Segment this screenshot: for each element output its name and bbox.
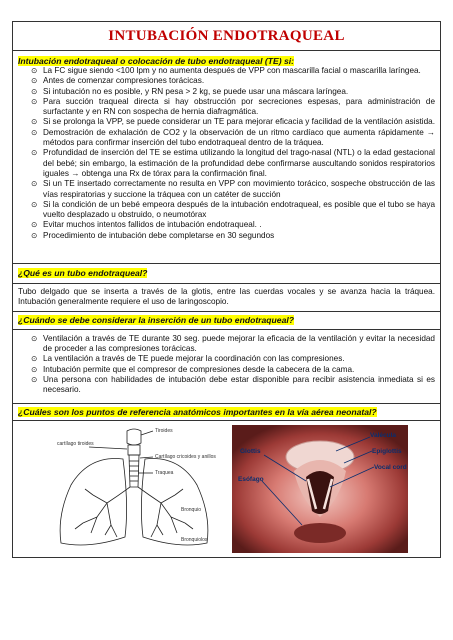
list-item: ⊙ La ventilación a través de TE puede mejorar la coordinación con las compresiones. [31,354,435,364]
section-images [13,421,440,557]
section-when-insert [13,330,440,404]
page-title: INTUBACIÓN ENDOTRAQUEAL [108,27,345,44]
airway-lungs-diagram [49,425,219,551]
answer-what-is-tube: Tubo delgado que se inserta a través de la glotis, entre las cuerdas vocales y se avanza hacia la tráquea. Intubación generalmente requiere el uso de laringoscopio. [13,284,440,312]
list-item: ⊙ Ventilación a través de TE durante 30 seg. puede mejorar la eficacia de la ventilación y evitar la necesidad de proceder a las compresiones torácicas. [31,334,435,355]
list-item: ⊙ Demostración de exhalación de CO2 y la observación de un ritmo cardíaco que aumenta rápidamente → métodos para confirmar inserción del tubo endotraqueal dentro de la tráquea. [31,128,435,149]
list-item: ⊙ Para succión traqueal directa si hay obstrucción por secreciones espesas, para administración de surfactante y en RN con sospecha de hernia diafragmática. [31,97,435,118]
section-indications [13,51,440,264]
list-item: ⊙ Procedimiento de intubación debe completarse en 30 segundos [31,231,435,241]
diagram-label-a: cartílago tiroides [57,440,94,447]
diagram-label-d: Bronquio [181,506,202,513]
question-text: ¿Qué es un tubo endotraqueal? [18,268,148,279]
list-item: ⊙ Profundidad de inserción del TE se estima utilizando la longitud del trago-nasal (NTL) o la edad gestacional del bebé; sin embargo, la estimación de la profundidad debe confirmarse auscultando sonidos respiratorios iguales → obtenga una Rx de tórax para la confirmación final. [31,148,435,179]
list-item: ⊙ Si un TE insertado correctamente no resulta en VPP con movimiento torácico, sospeche obstrucción de las vías respiratorias y succione la tráquea con un catéter de succión [31,179,435,200]
diagram-label-b: Cartílago cricoides y anillos [155,453,216,460]
list-item: ⊙ La FC sigue siendo <100 lpm y no aumenta después de VPP con mascarilla facial o mascarilla laríngea. [31,66,435,76]
section-heading: Intubación endotraqueal o colocación de tubo endotraqueal (TE) si: [18,56,294,66]
photo-label-glottis: Glottis [240,447,261,455]
list-item: ⊙ Intubación permite que el compresor de compresiones desde la cabecera de la cama. [31,365,435,375]
title-row [13,22,440,51]
when-list [18,334,435,396]
list-item: ⊙ Si intubación no es posible, y RN pesa > 2 kg, se puede usar una máscara laríngea. [31,87,435,97]
diagram-label-top: Tiroides [155,427,173,434]
diagram-label-c: Traquea [155,469,174,476]
question-landmarks [13,404,440,421]
laryngoscopy-photo [232,425,408,553]
list-item: ⊙ Si la condición de un bebé empeora después de la intubación endotraqueal, es posible que el tubo se haya vuelto desplazado u obstruido, o neumotórax [31,200,435,221]
question-when-insert [13,312,440,330]
list-item: ⊙ Si se prolonga la VPP, se puede considerar un TE para mejorar eficacia y facilidad de la ventilación asistida. [31,117,435,127]
indications-list [18,66,435,241]
photo-label-vocal-cord: Vocal cord [374,463,407,471]
document-sheet [12,21,441,558]
question-what-is-tube [13,264,440,284]
photo-label-epiglottis: Epiglottis [372,447,402,455]
list-item: ⊙ Una persona con habilidades de intubación debe estar disponible para recibir asistencia inmediata si es necesario. [31,375,435,396]
photo-label-esophagus: Esófago [238,475,264,483]
photo-label-vallecula: Valécula [370,431,397,439]
list-item: ⊙ Evitar muchos intentos fallidos de intubación endotraqueal. . [31,220,435,230]
list-item: ⊙ Antes de comenzar compresiones torácicas. [31,76,435,86]
diagram-label-e: Bronquiolos [181,536,208,543]
question-text: ¿Cuáles son los puntos de referencia anatómicos importantes en la vía aérea neonatal? [18,406,377,417]
question-text: ¿Cuándo se debe considerar la inserción de un tubo endotraqueal? [18,314,294,325]
